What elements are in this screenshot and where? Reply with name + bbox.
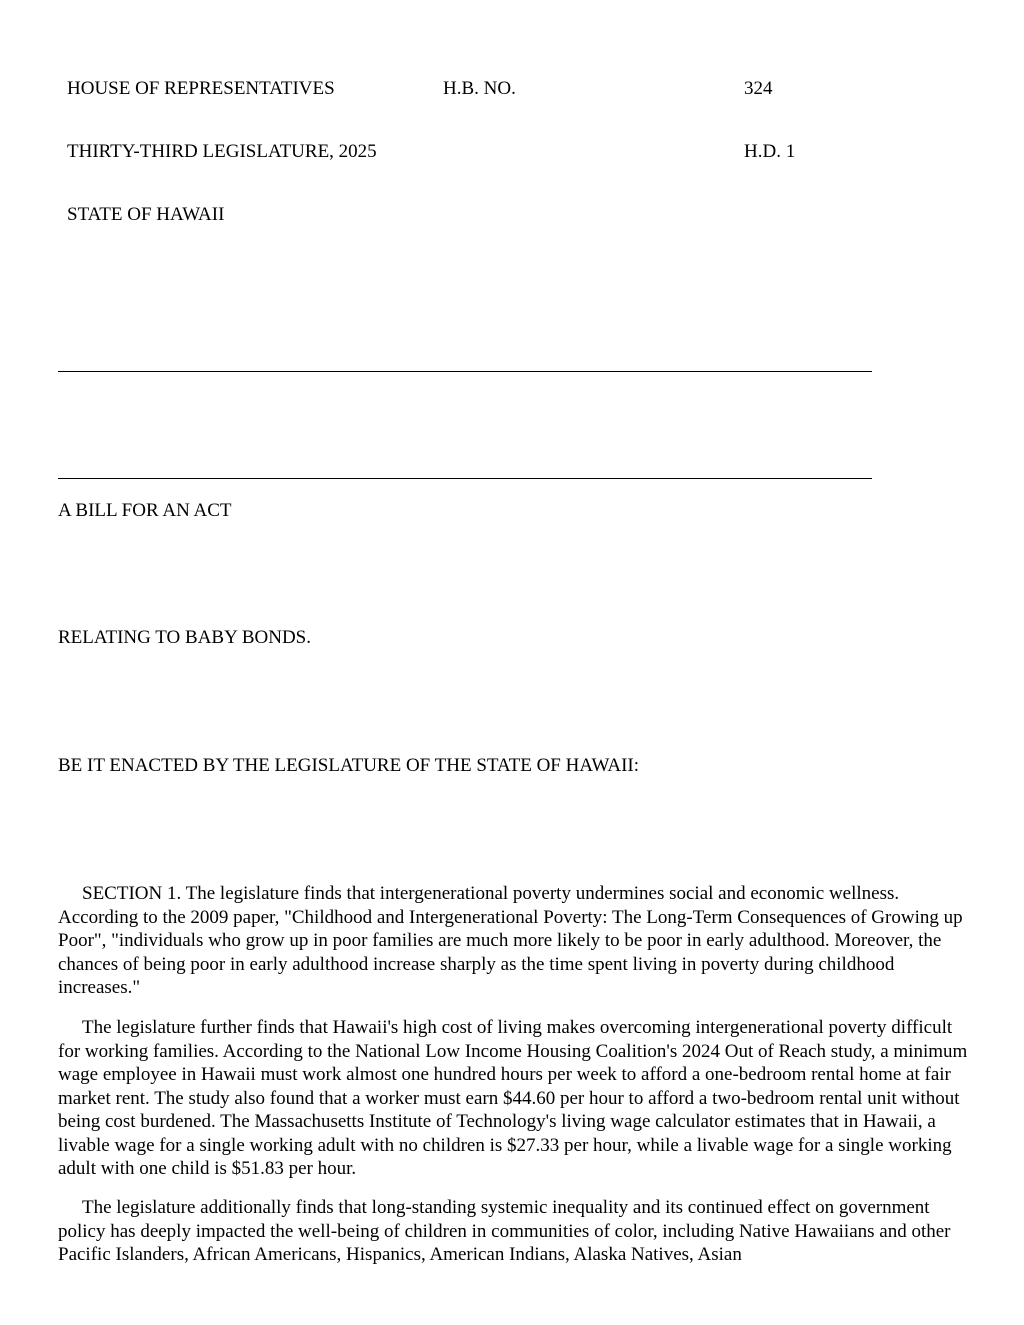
- section-1-paragraph-3: [58, 1196, 970, 1267]
- title-rule-top: [58, 371, 872, 372]
- paragraph-text: SECTION 1. The legislature finds that intergenerational poverty undermines social and economic wellness. According to the 2009 paper, "Childhood and Intergenerational Poverty: The Long-Term Consequences of Growing up Poor", "individuals who grow up in poor families are much more likely to be poor in early adulthood. Moreover, the chances of being poor in early adulthood increase sharply as the time spent living in poverty during childhood increases.": [58, 883, 963, 998]
- section-1-paragraph-1: [58, 882, 970, 1000]
- paragraph-text: The legislature further finds that Hawaii's high cost of living makes overcoming intergenerational poverty difficult for working families. According to the National Low Income Housing Coalition's 2024 Out of Reach study, a minimum wage employee in Hawaii must work almost one hundred hours per week to afford a one-bedroom rental home at fair market rent. The study also found that a worker must earn $44.60 per hour to afford a two-bedroom rental unit without being cost burdened. The Massachusetts Institute of Technology's living wage calculator estimates that in Hawaii, a livable wage for a single working adult with no children is $27.33 per hour, while a livable wage for a single working adult with one child is $51.83 per hour.: [58, 1017, 968, 1179]
- bill-for-act-heading: A BILL FOR AN ACT: [58, 500, 232, 521]
- enacting-clause: BE IT ENACTED BY THE LEGISLATURE OF THE STATE OF HAWAII:: [58, 755, 640, 776]
- state-label: STATE OF HAWAII: [67, 204, 225, 225]
- bill-number-label: H.B. NO.: [443, 78, 516, 99]
- title-rule-bottom: [58, 478, 872, 479]
- chamber-label: HOUSE OF REPRESENTATIVES: [67, 78, 335, 99]
- draft-label: H.D. 1: [744, 141, 796, 162]
- relating-to-heading: RELATING TO BABY BONDS.: [58, 627, 312, 648]
- paragraph-text: The legislature additionally finds that long-standing systemic inequality and its continued effect on government policy has deeply impacted the well-being of children in communities of color, including Native Hawaiians and other Pacific Islanders, African Americans, Hispanics, American Indians, Alaska Natives, Asian: [58, 1197, 951, 1265]
- legislature-label: THIRTY-THIRD LEGISLATURE, 2025: [67, 141, 377, 162]
- bill-number: 324: [744, 78, 773, 99]
- section-1-paragraph-2: [58, 1016, 970, 1181]
